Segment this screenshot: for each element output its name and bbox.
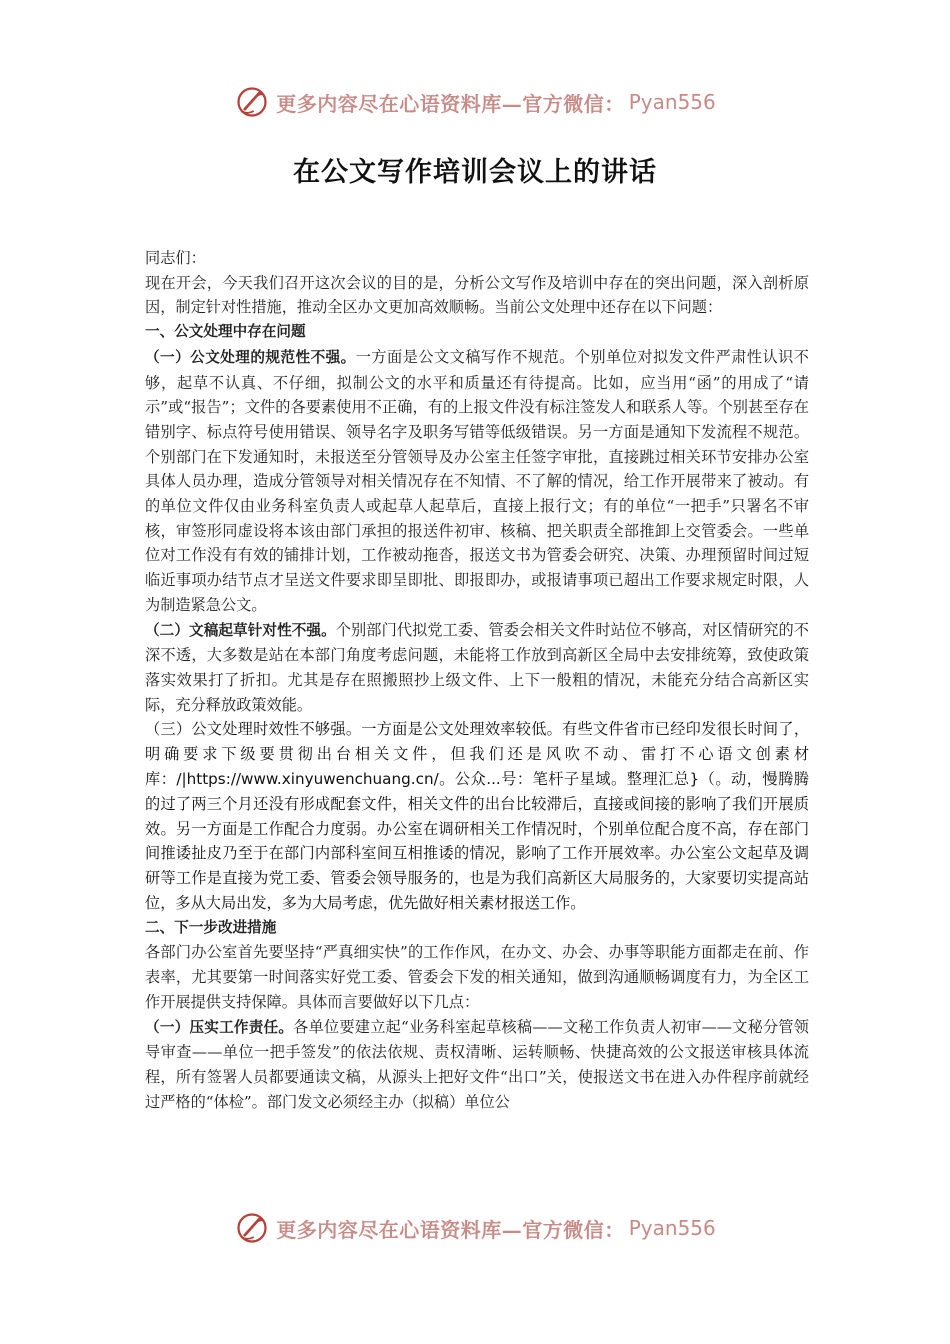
section-heading-measures: 二、下一步改进措施 [145, 918, 277, 936]
watermark-wechat-id: Pyan556 [628, 90, 716, 114]
watermark-text: 更多内容尽在心语资料库—官方微信： [276, 1217, 625, 1242]
paragraph-text: 各单位要建立起“业务科室起草核稿——文秘工作负责人初审——文秘分管领导审查——单位一把手签发”的依法依规、责权清晰、运转顺畅、快捷高效的公文报送审核具体流程，所有签署人员都要通读文稿，从源头上把好文件“出口”关，使报送文书在进入办件程序前就经过严格的“体检”。部门发文必须经主办（拟稿）单位公 [145, 1017, 809, 1111]
paragraph-text: 一方面是公文文稿写作不规范。个别单位对拟发文件严肃性认识不够，起草不认真、不仔细，拟制公文的水平和质量还有待提高。比如，应当用“函”的用成了“请示”或“报告”；文件的各要素使用不正确，有的上报文件没有标注签发人和联系人等。个别甚至存在错别字、标点符号使用错误、领导名字及职务写错等低级错误。另一方面是通知下发流程不规范。个别部门在下发通知时，未报送至分管领导及办公室主任签字审批，直接跳过相关环节安排办公室具体人员办理，造成分管领导对相关情况存在不知情、不了解的情况，给工作开展带来了被动。有的单位文件仅由业务科室负责人或起草人起草后，直接上报行文；有的单位“一把手”只署名不审核，审签形同虚设将本该由部门承担的报送件初审、核稿、把关职责全部推卸上交管委会。一些单位对工作没有有效的铺排计划，工作被动拖沓，报送文书为管委会研究、决策、办理预留时间过短临近事项办结节点才呈送文件要求即呈即批、即报即办，或报请事项已超出工作要求规定时限，人为制造紧急公文。 [145, 347, 809, 614]
paragraph-text: 个别部门代拟党工委、管委会相关文件时站位不够高，对区情研究的不深不透，大多数是站在本部门角度考虑问题，未能将工作放到高新区全局中去安排统筹，致使政策落实效果打了折扣。尤其是存在照搬照抄上级文件、上下一般粗的情况，未能充分结合高新区实际，充分释放政策效能。 [145, 620, 809, 714]
pen-logo-icon [234, 84, 270, 120]
paragraph-normativity [145, 345, 809, 618]
paragraph-drafting [145, 618, 809, 718]
paragraph-lead: （一）公文处理的规范性不强。 [145, 348, 356, 366]
paragraph-lead: （二）文稿起草针对性不强。 [145, 621, 336, 639]
watermark-text: 更多内容尽在心语资料库—官方微信： [276, 91, 625, 116]
intro-paragraph: 现在开会，今天我们召开这次会议的目的是，分析公文写作及培训中存在的突出问题，深入剖析原因，制定针对性措施，推动全区办文更加高效顺畅。当前公文处理中还存在以下问题： [145, 273, 809, 317]
salutation: 同志们： [145, 249, 206, 267]
paragraph-measures-intro: 各部门办公室首先要坚持“严真细实快”的工作作风，在办文、办会、办事等职能方面都走在前、作表率，尤其要第一时间落实好党工委、管委会下发的相关通知，做到沟通顺畅调度有力，为全区工作开展提供支持保障。具体而言要做好以下几点： [145, 943, 809, 1011]
pen-logo-icon [234, 1210, 270, 1246]
paragraph-timeliness: （三）公文处理时效性不够强。一方面是公文处理效率较低。有些文件省市已经印发很长时间了，明确要求下级要贯彻出台相关文件，但我们还是风吹不动、雷打不心语文创素材库：/|https://www.xinyuwenchuang.cn/。公众...号：笔杆子星域。整理汇总}（。动，慢腾腾的过了两三个月还没有形成配套文件，相关文件的出台比较滞后，直接或间接的影响了我们开展质效。另一方面是工作配合力度弱。办公室在调研相关工作情况时，个别单位配合度不高，存在部门间推诿扯皮乃至于在部门内部科室间互相推诿的情况，影响了工作开展效率。办公室公文起草及调研等工作是直接为党工委、管委会领导服务的，也是为我们高新区大局服务的，大家要切实提高站位，多从大局出发，多为大局考虑，优先做好相关素材报送工作。 [145, 720, 809, 912]
section-heading-problems: 一、公文处理中存在问题 [145, 323, 306, 341]
watermark-header [0, 82, 950, 122]
document-body [145, 246, 809, 1114]
watermark-footer [0, 1208, 950, 1248]
paragraph-responsibility [145, 1015, 809, 1115]
watermark-wechat-id: Pyan556 [628, 1216, 716, 1240]
paragraph-lead: （一）压实工作责任。 [145, 1018, 294, 1036]
document-title: 在公文写作培训会议上的讲话 [293, 157, 657, 188]
